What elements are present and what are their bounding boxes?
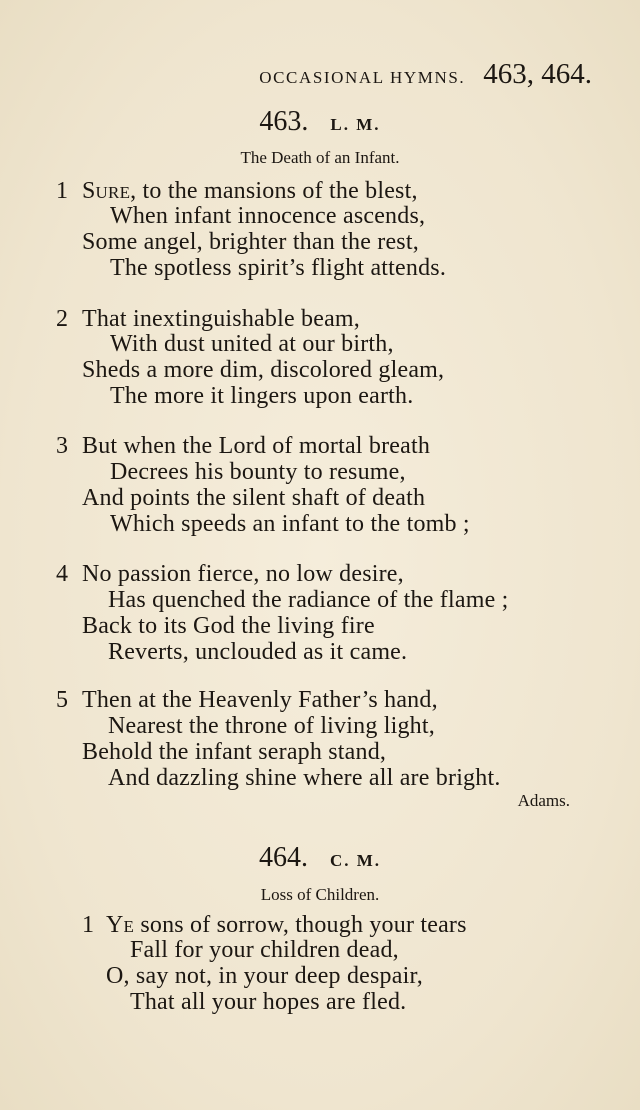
- stanza-line: With dust united at our birth,: [110, 331, 394, 357]
- stanza-number: 3: [56, 433, 68, 459]
- running-head-numbers: 463, 464.: [483, 58, 592, 90]
- stanza-number: 5: [56, 687, 68, 713]
- stanza-line: Behold the infant seraph stand,: [82, 739, 387, 765]
- stanza-line: Some angel, brighter than the rest,: [82, 229, 419, 255]
- stanza-line: Reverts, unclouded as it came.: [108, 639, 408, 665]
- hymn-meter: L. M.: [330, 115, 381, 134]
- stanza-line: And dazzling shine where all are bright.: [108, 765, 501, 791]
- hymn-number: 463.: [259, 106, 309, 137]
- stanza-line-text: sons of sorrow, though your tears: [134, 912, 467, 938]
- stanza-line: Has quenched the radiance of the flame ;: [108, 587, 509, 613]
- hymn-attribution: Adams.: [517, 791, 570, 810]
- running-head-title: OCCASIONAL HYMNS.: [259, 68, 466, 87]
- stanza-line: Which speeds an infant to the tomb ;: [110, 511, 470, 537]
- hymn-464-heading: [0, 842, 640, 874]
- stanza-line: Then at the Heavenly Father’s hand,: [82, 687, 438, 713]
- stanza-line-text: to the mansions of the blest,: [136, 178, 418, 204]
- stanza-line: Nearest the throne of living light,: [108, 713, 435, 739]
- stanza-line: [82, 178, 418, 205]
- stanza-line: When infant innocence ascends,: [110, 203, 426, 229]
- stanza-line: That inextinguishable beam,: [82, 306, 360, 332]
- stanza-line: Sheds a more dim, discolored gleam,: [82, 357, 445, 383]
- stanza-line: The spotless spirit’s flight attends.: [110, 255, 447, 281]
- hymn-subtitle: The Death of an Infant.: [240, 148, 400, 167]
- stanza-line: That all your hopes are fled.: [130, 989, 407, 1015]
- stanza-line: No passion fierce, no low desire,: [82, 561, 404, 587]
- hymn-subtitle: Loss of Children.: [260, 885, 380, 904]
- stanza-number: 1: [82, 912, 94, 938]
- stanza-line: Fall for your children dead,: [130, 937, 399, 963]
- stanza-initial-word: Ye: [106, 912, 135, 938]
- hymn-meter: C. M.: [329, 851, 382, 870]
- stanza-number: 2: [56, 306, 68, 332]
- stanza-line: And points the silent shaft of death: [82, 485, 426, 511]
- stanza-line: [106, 912, 467, 939]
- stanza-number: 1: [56, 178, 68, 204]
- stanza-line: Back to its God the living fire: [82, 613, 375, 639]
- stanza-line: The more it lingers upon earth.: [110, 383, 414, 409]
- hymn-463-heading: [0, 106, 640, 138]
- stanza-number: 4: [56, 561, 68, 587]
- stanza-line: Decrees his bounty to resume,: [110, 459, 406, 485]
- running-head: [0, 58, 592, 91]
- stanza-line: O, say not, in your deep despair,: [106, 963, 423, 989]
- stanza-line: But when the Lord of mortal breath: [82, 433, 431, 459]
- stanza-initial-word: Sure,: [82, 178, 137, 204]
- hymn-number: 464.: [258, 842, 308, 873]
